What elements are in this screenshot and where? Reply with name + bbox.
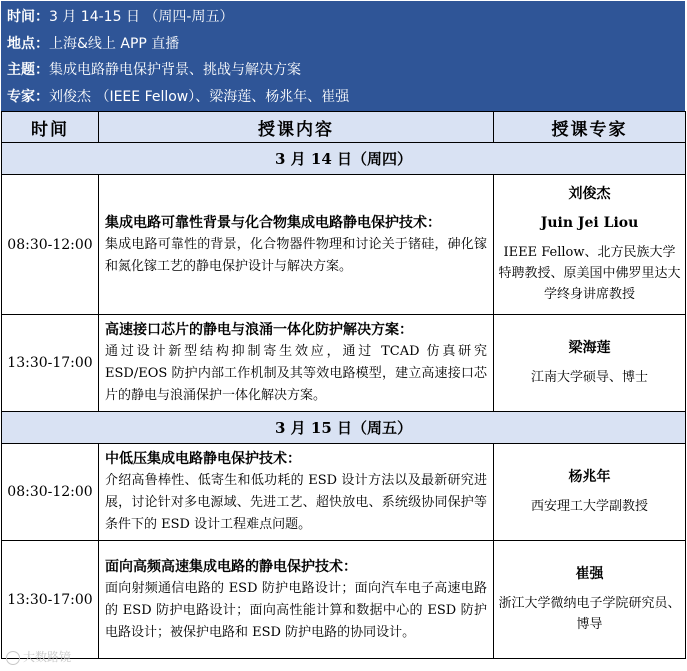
session-content <box>99 444 494 541</box>
session-row <box>2 541 686 659</box>
session-time: 13:30-17:00 <box>2 315 99 412</box>
schedule-document <box>1 1 685 659</box>
session-title: 中低压集成电路静电保护技术： <box>105 451 301 467</box>
expert-name: 刘俊杰 <box>568 186 611 202</box>
expert-title: 浙江大学微纳电子学院研究员、博导 <box>498 596 681 632</box>
session-expert <box>494 541 686 659</box>
day-row <box>2 143 686 175</box>
session-content <box>99 541 494 659</box>
watermark-logo-icon <box>6 651 20 665</box>
experts-line: 专家：刘俊杰 （IEEE Fellow）、梁海莲、杨兆年、崔强 <box>7 88 350 105</box>
session-description: 介绍高鲁棒性、低寄生和低功耗的 ESD 设计方法以及最新研究进展，讨论针对多电源域、先进工艺、超快放电、系统级协同保护等条件下的 ESD 设计工程难点问题。 <box>105 473 487 532</box>
session-expert <box>494 175 686 315</box>
place-line: 地点：上海&线上 APP 直播 <box>7 35 180 52</box>
column-header-expert: 授课专家 <box>494 112 686 143</box>
event-info-header <box>1 1 685 111</box>
topic-line: 主题：集成电路静电保护背景、挑战与解决方案 <box>7 62 301 78</box>
session-description: 通过设计新型结构抑制寄生效应，通过 TCAD 仿真研究 ESD/EOS 防护内部工作机制及其等效电路模型，建立高速接口芯片的静电与浪涌保护一体化解决方案。 <box>105 344 487 403</box>
column-header-time: 时间 <box>2 112 99 143</box>
session-title: 面向高频高速集成电路的静电保护技术： <box>105 558 357 575</box>
expert-title: 西安理工大学副教授 <box>530 499 648 514</box>
session-time: 13:30-17:00 <box>2 541 99 659</box>
session-time: 08:30-12:00 <box>2 444 99 541</box>
time-line: 时间：3 月 14-15 日 （周四-周五） <box>7 9 234 25</box>
session-title: 高速接口芯片的静电与浪涌一体化防护解决方案： <box>105 322 413 338</box>
session-content <box>99 175 494 315</box>
expert-title: IEEE Fellow、北方民族大学特聘教授、原美国中佛罗里达大学终身讲席教授 <box>498 245 681 302</box>
session-row <box>2 444 686 541</box>
expert-name: 梁海莲 <box>568 340 611 356</box>
expert-english-name: Juin Jei Liou <box>540 215 639 231</box>
day-label: 3 月 14 日（周四） <box>2 143 686 175</box>
session-description: 集成电路可靠性的背景，化合物器件物理和讨论关于锗硅，砷化镓和氮化镓工艺的静电保护设计与解决方案。 <box>105 236 487 274</box>
session-description: 面向射频通信电路的 ESD 防护电路设计；面向汽车电子高速电路的 ESD 防护电路设计；面向高性能计算和数据中心的 ESD 防护电路设计；被保护电路和 ESD 防护电路的协同设计。 <box>105 580 487 640</box>
session-title: 集成电路可靠性背景与化合物集成电路静电保护技术： <box>105 214 441 231</box>
expert-name: 杨兆年 <box>568 469 611 485</box>
day-row <box>2 412 686 444</box>
column-header-content: 授课内容 <box>99 112 494 143</box>
day-label: 3 月 15 日（周五） <box>2 412 686 444</box>
session-row <box>2 315 686 412</box>
schedule-table <box>1 111 686 659</box>
session-row <box>2 175 686 315</box>
watermark: 大数路镜 <box>6 648 71 665</box>
table-header-row <box>2 112 686 143</box>
session-content <box>99 315 494 412</box>
expert-title: 江南大学硕导、博士 <box>530 370 648 385</box>
session-time: 08:30-12:00 <box>2 175 99 315</box>
session-expert <box>494 315 686 412</box>
session-expert <box>494 444 686 541</box>
expert-name: 崔强 <box>575 566 604 582</box>
